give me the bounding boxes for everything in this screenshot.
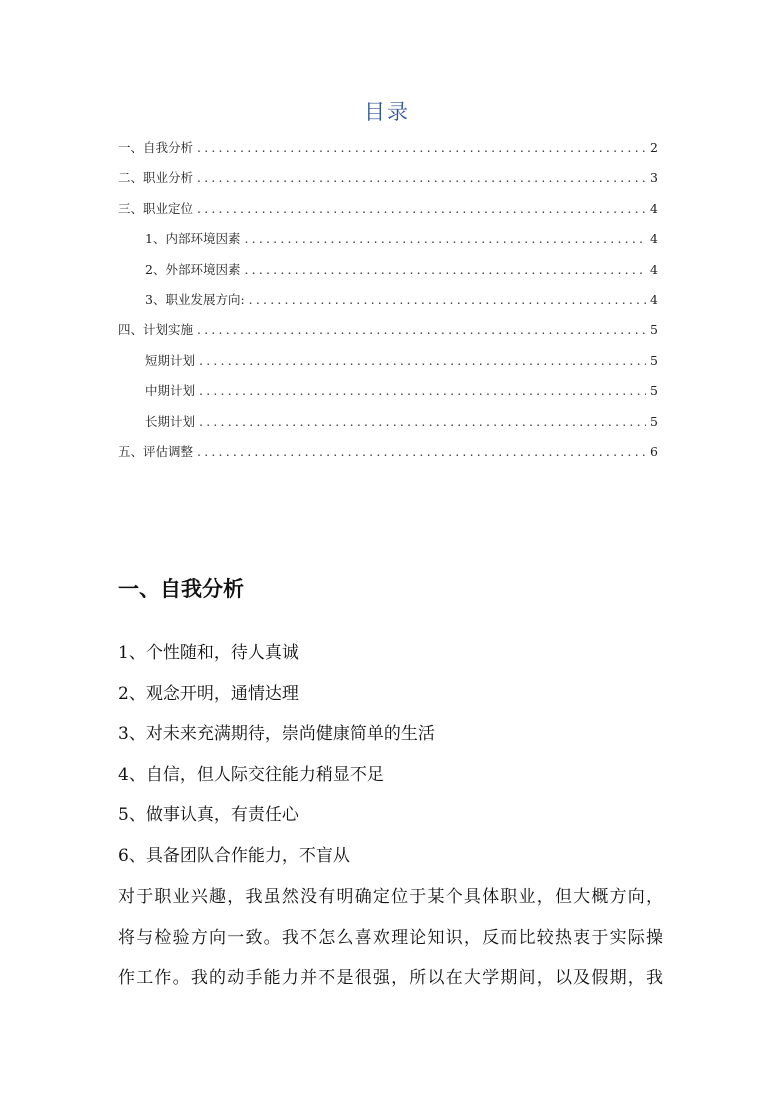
list-item: 4、自信，但人际交往能力稍显不足 <box>118 764 384 785</box>
toc-subentry[interactable] <box>118 260 658 290</box>
toc-entry-page: 5 <box>650 383 658 399</box>
toc-leader-dots <box>197 170 646 185</box>
toc-subentry[interactable] <box>118 290 658 320</box>
toc-entry-text: 一、自我分析 <box>118 140 194 155</box>
toc-leader-dots <box>199 414 646 429</box>
toc-entry-page: 5 <box>650 352 658 368</box>
toc-entry-page: 3 <box>650 170 658 186</box>
list-item: 2、观念开明，通情达理 <box>118 683 299 704</box>
toc-entry-text: 长期计划 <box>145 413 196 429</box>
toc-entry-text: 3、职业发展方向: <box>145 291 245 307</box>
toc-subentry[interactable] <box>118 412 658 442</box>
toc-entry-page: 2 <box>650 140 658 155</box>
toc-entry-text: 中期计划 <box>145 383 196 399</box>
trait-list <box>118 638 663 881</box>
toc-title: 目录 <box>364 100 410 124</box>
toc-entry-page: 6 <box>650 443 658 459</box>
list-item: 5、做事认真，有责任心 <box>118 805 299 825</box>
toc-entry[interactable] <box>118 138 658 168</box>
toc-entry-page: 4 <box>650 200 658 216</box>
list-item: 1、个性随和，待人真诚 <box>118 643 299 663</box>
toc-entry-text: 1、内部环境因素 <box>145 231 241 247</box>
toc-entry-text: 短期计划 <box>145 352 196 368</box>
paragraph-line: 作工作。我的动手能力并不是很强，所以在大学期间，以及假期，我 <box>118 968 663 988</box>
section-heading: 一、自我分析 <box>118 577 244 601</box>
toc-entry-page: 4 <box>650 291 658 307</box>
toc-leader-dots <box>197 322 646 337</box>
toc-entry-text: 三、职业定位 <box>118 200 194 216</box>
paragraph-line: 对于职业兴趣，我虽然没有明确定位于某个具体职业，但大概方向， <box>118 887 663 907</box>
toc-subentry[interactable] <box>118 229 658 259</box>
toc-leader-dots <box>244 231 646 246</box>
list-item: 6、具备团队合作能力，不盲从 <box>118 845 350 866</box>
toc-leader-dots <box>244 262 646 277</box>
toc-leader-dots <box>197 201 646 216</box>
toc-entry-text: 四、计划实施 <box>118 322 194 338</box>
toc-entry-text: 二、职业分析 <box>118 170 194 186</box>
toc-entry-text: 五、评估调整 <box>118 443 194 459</box>
toc-entry-page: 4 <box>650 261 658 277</box>
toc-entry-page: 5 <box>650 413 658 429</box>
toc-entry-page: 4 <box>650 231 658 247</box>
toc-entry-page: 5 <box>650 322 658 338</box>
toc-entry-text: 2、外部环境因素 <box>145 261 241 277</box>
list-item: 3、对未来充满期待，崇尚健康简单的生活 <box>118 724 435 744</box>
toc-subentry[interactable] <box>118 381 658 411</box>
toc-leader-dots <box>199 383 646 398</box>
toc-entry[interactable] <box>118 320 658 350</box>
toc-entry[interactable] <box>118 442 658 472</box>
toc-leader-dots <box>249 292 646 307</box>
toc-entry[interactable] <box>118 199 658 229</box>
toc-entry[interactable] <box>118 168 658 198</box>
toc-leader-dots <box>197 444 646 459</box>
toc-subentry[interactable] <box>118 351 658 381</box>
body-paragraph <box>118 877 663 999</box>
paragraph-line: 将与检验方向一致。我不怎么喜欢理论知识，反而比较热衷于实际操 <box>118 927 663 948</box>
toc-leader-dots <box>199 353 646 368</box>
toc-leader-dots <box>197 140 646 155</box>
table-of-contents <box>118 138 658 472</box>
